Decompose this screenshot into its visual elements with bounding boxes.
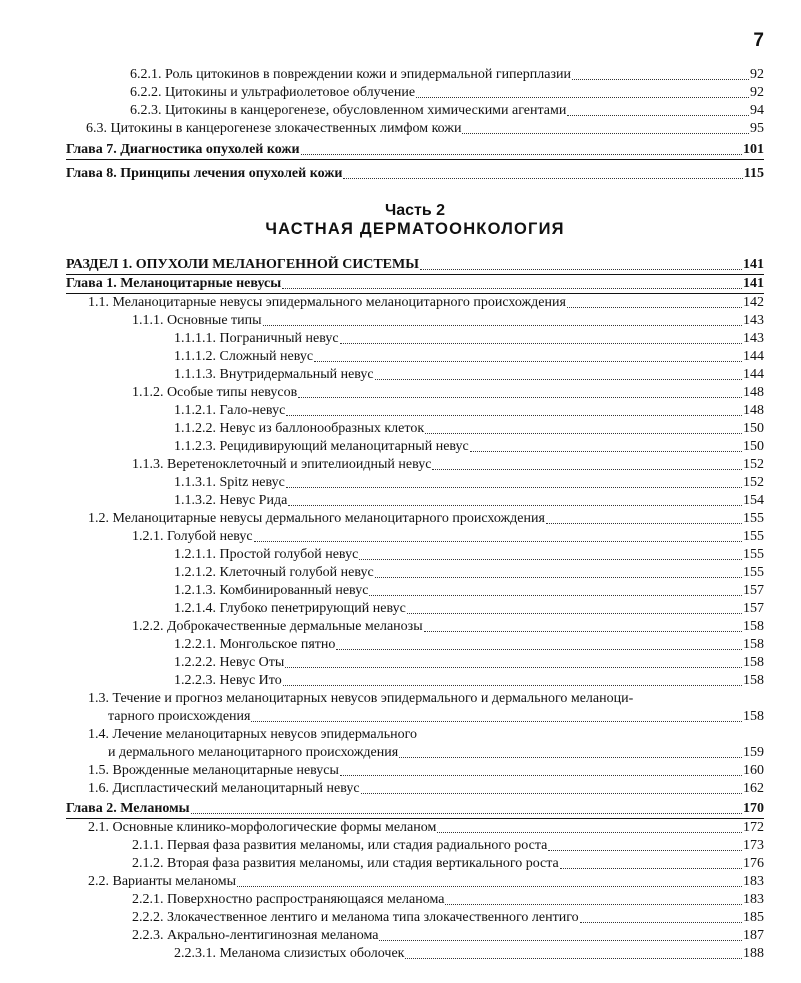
toc-entry[interactable] — [66, 945, 764, 963]
toc-entry-title: 1.2. Меланоцитарные невусы дермального меланоцитарного происхождения — [88, 511, 545, 526]
dot-leader — [420, 269, 742, 270]
dot-leader — [251, 721, 742, 722]
toc-entry[interactable] — [66, 564, 764, 582]
toc-page-number: 155 — [743, 547, 764, 562]
toc-entry-title: 1.1. Меланоцитарные невусы эпидермального меланоцитарного происхождения — [88, 295, 566, 310]
toc-chapter-entry[interactable] — [66, 142, 764, 160]
toc-entry-title: 1.1.3.2. Невус Рида — [174, 493, 288, 508]
dot-leader — [286, 415, 742, 416]
toc-page-number: 148 — [743, 385, 764, 400]
toc-entry-title: 1.2.1.2. Клеточный голубой невус — [174, 565, 374, 580]
toc-entry[interactable] — [66, 366, 764, 384]
toc-page-number: 155 — [743, 565, 764, 580]
toc-entry[interactable] — [66, 402, 764, 420]
dot-leader — [369, 595, 742, 596]
toc-entry[interactable] — [66, 528, 764, 546]
toc-entry-title: Глава 2. Меланомы — [66, 801, 190, 816]
toc-page-number: 92 — [750, 85, 764, 100]
toc-entry[interactable] — [66, 762, 764, 780]
dot-leader — [237, 886, 742, 887]
toc-page-number: 143 — [743, 331, 764, 346]
toc-main-block — [66, 257, 764, 963]
toc-entry[interactable] — [66, 672, 764, 690]
toc-page-number: 94 — [750, 103, 764, 118]
toc-page-number: 152 — [743, 457, 764, 472]
toc-page-number: 155 — [743, 529, 764, 544]
toc-chapter-entry[interactable] — [66, 276, 764, 294]
dot-leader — [567, 307, 742, 308]
toc-page-number: 162 — [743, 781, 764, 796]
dot-leader — [340, 775, 742, 776]
dot-leader — [288, 505, 742, 506]
toc-entry-title: 1.4. Лечение меланоцитарных невусов эпидермального — [88, 727, 418, 742]
dot-leader — [191, 813, 742, 814]
toc-entry-title: 1.2.2.3. Невус Ито — [174, 673, 282, 688]
dot-leader — [254, 541, 742, 542]
toc-page-number: 183 — [743, 892, 764, 907]
dot-leader — [286, 487, 742, 488]
toc-entry-title: 1.1.3.1. Spitz невус — [174, 475, 285, 490]
toc-entry[interactable] — [66, 891, 764, 909]
toc-entry-continuation[interactable] — [66, 744, 764, 762]
dot-leader — [336, 649, 742, 650]
toc-entry-title: 2.1.1. Первая фаза развития меланомы, или стадия радиального роста — [132, 838, 548, 853]
toc-entry[interactable] — [66, 294, 764, 312]
toc-entry[interactable] — [66, 510, 764, 528]
dot-leader — [432, 469, 742, 470]
toc-entry-title: и дермального меланоцитарного происхождения — [108, 745, 399, 760]
dot-leader — [572, 79, 749, 80]
dot-leader — [285, 667, 742, 668]
toc-entry[interactable] — [66, 873, 764, 891]
toc-page-number: 141 — [743, 257, 764, 272]
dot-leader — [425, 433, 742, 434]
toc-page-number: 152 — [743, 475, 764, 490]
toc-entry-title: 2.2.1. Поверхностно распространяющаяся меланома — [132, 892, 445, 907]
toc-entry[interactable] — [66, 66, 764, 84]
toc-page-number: 170 — [743, 801, 764, 816]
toc-top-block — [66, 66, 764, 183]
toc-entry[interactable] — [66, 855, 764, 873]
toc-page-number: 150 — [743, 421, 764, 436]
toc-entry[interactable] — [66, 348, 764, 366]
toc-entry-title: 1.3. Течение и прогноз меланоцитарных невусов эпидермального и дермального меланоци- — [88, 691, 634, 706]
dot-leader — [405, 958, 742, 959]
toc-page-number: 154 — [743, 493, 764, 508]
toc-entry-title: 1.2.1.4. Глубоко пенетрирующий невус — [174, 601, 406, 616]
toc-page-number: 101 — [743, 142, 764, 157]
toc-entry-title: 6.2.2. Цитокины и ультрафиолетовое облучение — [130, 85, 416, 100]
toc-entry-continuation[interactable] — [66, 708, 764, 726]
toc-page-number: 185 — [743, 910, 764, 925]
toc-entry-title: 1.1.1.3. Внутридермальный невус — [174, 367, 374, 382]
toc-page-number: 176 — [743, 856, 764, 871]
toc-entry-title: Глава 8. Принципы лечения опухолей кожи — [66, 166, 343, 181]
toc-entry[interactable] — [66, 726, 764, 744]
dot-leader — [283, 685, 742, 686]
toc-entry[interactable] — [66, 654, 764, 672]
toc-entry[interactable] — [66, 837, 764, 855]
dot-leader — [375, 577, 742, 578]
toc-entry[interactable] — [66, 120, 764, 138]
toc-page-number: 157 — [743, 601, 764, 616]
toc-page-number: 95 — [750, 121, 764, 136]
toc-page-number: 158 — [743, 709, 764, 724]
toc-entry[interactable] — [66, 927, 764, 945]
dot-leader — [301, 154, 742, 155]
toc-entry-title: 1.1.2. Особые типы невусов — [132, 385, 298, 400]
toc-entry[interactable] — [66, 600, 764, 618]
toc-entry[interactable] — [66, 618, 764, 636]
toc-entry-title: 6.3. Цитокины в канцерогенезе злокачественных лимфом кожи — [86, 121, 462, 136]
toc-entry-title: 1.1.2.2. Невус из баллонообразных клеток — [174, 421, 425, 436]
toc-entry-title: 2.2.2. Злокачественное лентиго и меланома типа злокачественного лентиго — [132, 910, 579, 925]
dot-leader — [375, 379, 742, 380]
toc-page-number: 92 — [750, 67, 764, 82]
toc-entry[interactable] — [66, 420, 764, 438]
dot-leader — [340, 343, 742, 344]
toc-page-number: 173 — [743, 838, 764, 853]
toc-entry[interactable] — [66, 582, 764, 600]
dot-leader — [580, 922, 742, 923]
dot-leader — [399, 757, 742, 758]
toc-entry[interactable] — [66, 909, 764, 927]
dot-leader — [548, 850, 742, 851]
toc-entry[interactable] — [66, 636, 764, 654]
toc-entry-title: 1.1.1.1. Пограничный невус — [174, 331, 339, 346]
toc-page-number: 148 — [743, 403, 764, 418]
toc-entry-title: 2.1. Основные клинико-морфологические формы меланом — [88, 820, 437, 835]
dot-leader — [298, 397, 742, 398]
toc-entry-title: 1.1.2.1. Гало-невус — [174, 403, 286, 418]
toc-entry-title: тарного происхождения — [108, 709, 251, 724]
toc-entry-title: 2.2.3. Акрально-лентигинозная меланома — [132, 928, 379, 943]
toc-page-number: 158 — [743, 673, 764, 688]
toc-entry-title: 1.2.1.3. Комбинированный невус — [174, 583, 369, 598]
toc-entry[interactable] — [66, 84, 764, 102]
toc-entry-title: 1.1.2.3. Рецидивирующий меланоцитарный невус — [174, 439, 469, 454]
toc-entry[interactable] — [66, 312, 764, 330]
toc-entry[interactable] — [66, 384, 764, 402]
dot-leader — [343, 178, 742, 179]
toc-page-number: 150 — [743, 439, 764, 454]
toc-page-number: 142 — [743, 295, 764, 310]
toc-entry[interactable] — [66, 492, 764, 510]
toc-entry-title: 1.1.3. Веретеноклеточный и эпителиоидный невус — [132, 457, 432, 472]
toc-entry[interactable] — [66, 438, 764, 456]
toc-entry[interactable] — [66, 330, 764, 348]
dot-leader — [282, 288, 742, 289]
toc-entry-title: 1.1.1. Основные типы — [132, 313, 262, 328]
dot-leader — [546, 523, 742, 524]
part-label: Часть 2 — [384, 202, 446, 219]
toc-page-number: 187 — [743, 928, 764, 943]
toc-page-number: 144 — [743, 349, 764, 364]
toc-entry-title: Глава 7. Диагностика опухолей кожи — [66, 142, 300, 157]
dot-leader — [407, 613, 742, 614]
dot-leader — [379, 940, 742, 941]
toc-entry[interactable] — [66, 102, 764, 120]
dot-leader — [560, 868, 742, 869]
dot-leader — [437, 832, 742, 833]
toc-page-number: 188 — [743, 946, 764, 961]
dot-leader — [263, 325, 742, 326]
toc-page-number: 157 — [743, 583, 764, 598]
toc-entry-title: 2.2. Варианты меланомы — [88, 874, 237, 889]
toc-entry-title: 1.1.1.2. Сложный невус — [174, 349, 314, 364]
dot-leader — [462, 133, 749, 134]
page-number: 7 — [753, 30, 764, 51]
toc-page-number: 141 — [743, 276, 764, 291]
toc-entry-title: 1.6. Диспластический меланоцитарный невус — [88, 781, 360, 796]
toc-entry-title: 1.2.2.1. Монгольское пятно — [174, 637, 336, 652]
toc-page-number: 172 — [743, 820, 764, 835]
toc-entry-title: 2.1.2. Вторая фаза развития меланомы, или стадия вертикального роста — [132, 856, 559, 871]
toc-entry[interactable] — [66, 690, 764, 708]
dot-leader — [470, 451, 742, 452]
toc-page-number: 160 — [743, 763, 764, 778]
toc-entry-title: 6.2.1. Роль цитокинов в повреждении кожи и эпидермальной гиперплазии — [130, 67, 571, 82]
toc-chapter-entry[interactable] — [66, 165, 764, 183]
toc-entry-title: 1.2.1. Голубой невус — [132, 529, 253, 544]
dot-leader — [314, 361, 742, 362]
toc-page-number: 143 — [743, 313, 764, 328]
toc-entry-title: 2.2.3.1. Меланома слизистых оболочек — [174, 946, 405, 961]
toc-entry[interactable] — [66, 780, 764, 798]
toc-page-number: 155 — [743, 511, 764, 526]
dot-leader — [359, 559, 742, 560]
toc-entry[interactable] — [66, 546, 764, 564]
toc-chapter-entry[interactable] — [66, 801, 764, 819]
toc-section-entry[interactable] — [66, 257, 764, 275]
toc-entry-title: 1.2.2.2. Невус Оты — [174, 655, 285, 670]
toc-entry-title: 1.2.2. Доброкачественные дермальные меланозы — [132, 619, 423, 634]
toc-entry-title: 1.5. Врожденные меланоцитарные невусы — [88, 763, 339, 778]
toc-page-number: 158 — [743, 637, 764, 652]
toc-entry-title: Глава 1. Меланоцитарные невусы — [66, 276, 282, 291]
toc-page-number: 159 — [743, 745, 764, 760]
dot-leader — [424, 631, 742, 632]
toc-entry-title: 1.2.1.1. Простой голубой невус — [174, 547, 359, 562]
part-title: ЧАСТНАЯ ДЕРМАТООНКОЛОГИЯ — [265, 220, 565, 238]
toc-page-number: 115 — [743, 166, 764, 181]
toc-page-number: 158 — [743, 619, 764, 634]
dot-leader — [567, 115, 749, 116]
dot-leader — [416, 97, 749, 98]
toc-page-number: 183 — [743, 874, 764, 889]
dot-leader — [361, 793, 742, 794]
toc-entry[interactable] — [66, 456, 764, 474]
dot-leader — [445, 904, 742, 905]
toc-entry-title: РАЗДЕЛ 1. ОПУХОЛИ МЕЛАНОГЕННОЙ СИСТЕМЫ — [66, 257, 419, 272]
toc-entry[interactable] — [66, 819, 764, 837]
toc-page-number: 158 — [743, 655, 764, 670]
toc-page-number: 144 — [743, 367, 764, 382]
part-heading — [0, 202, 801, 238]
toc-entry-title: 6.2.3. Цитокины в канцерогенезе, обусловленном химическими агентами — [130, 103, 567, 118]
toc-entry[interactable] — [66, 474, 764, 492]
